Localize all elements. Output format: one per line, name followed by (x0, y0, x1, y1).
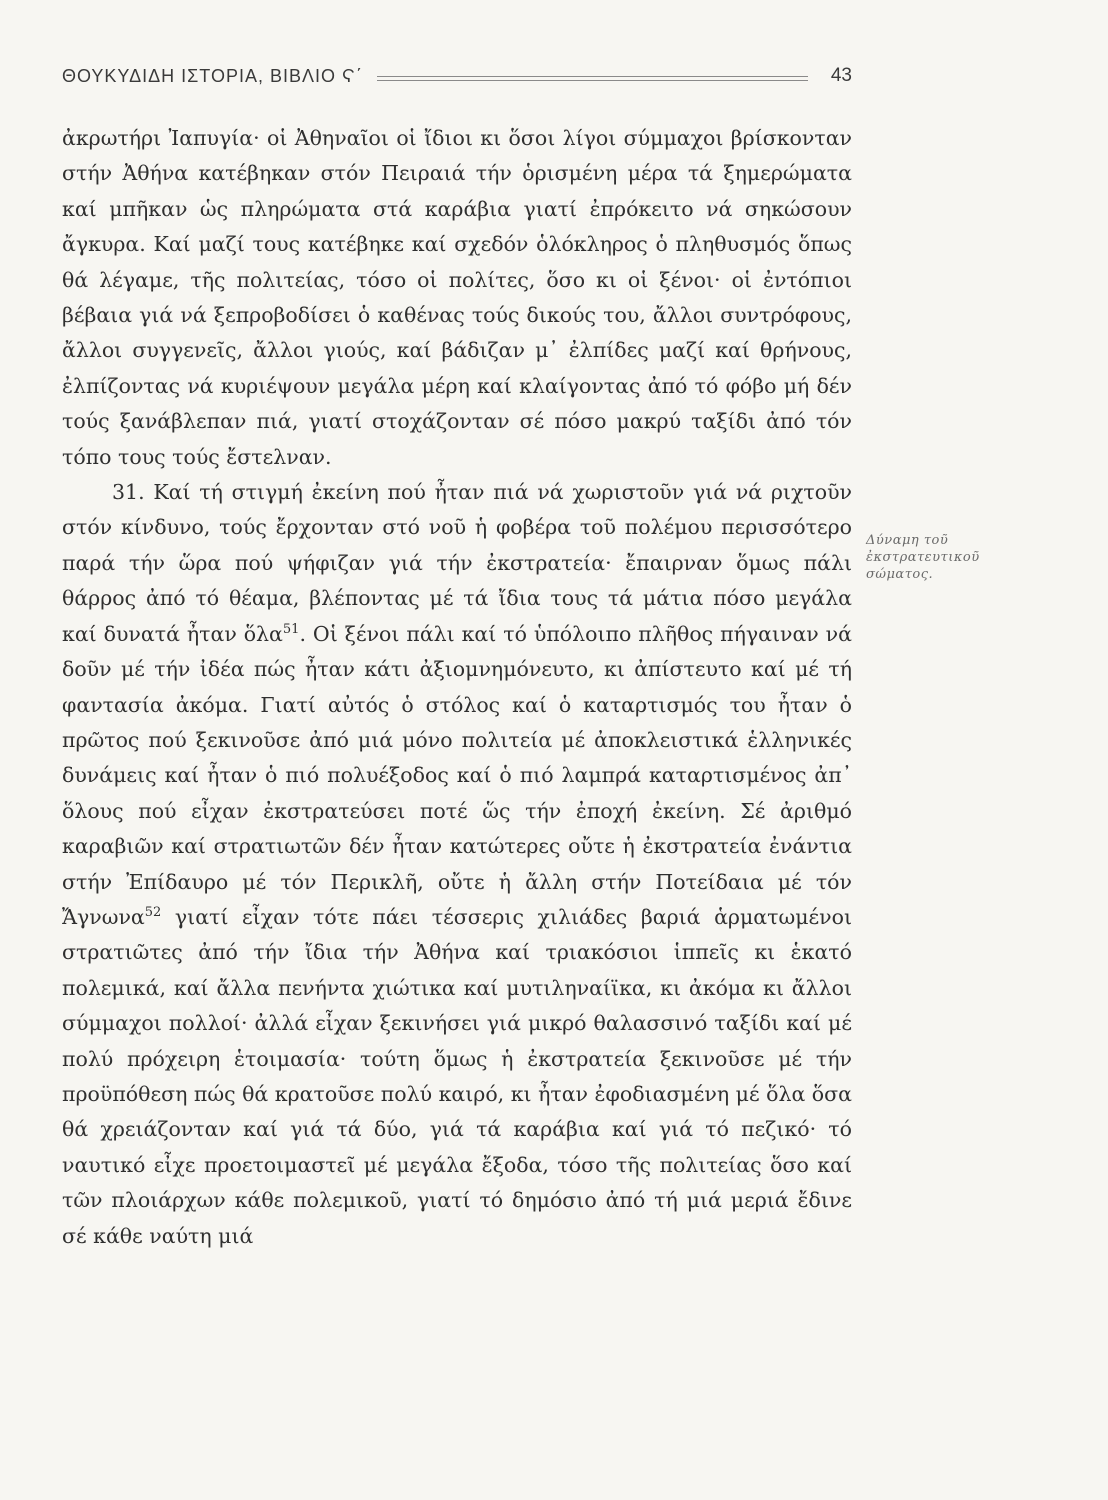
header-rule (377, 76, 808, 81)
paragraph: ἀκρωτήρι Ἰαπυγία· οἱ Ἀθηναῖοι οἱ ἴδιοι κι ὅσοι λίγοι σύμμαχοι βρίσκονταν στήν Ἀθήνα κατέβηκαν στόν Πειραιά τήν ὁρισμένη μέρα τά ξημερώματα καί μπῆκαν ὡς πληρώματα στά καράβια γιατί ἐπρόκειτο νά σηκώσουν ἄγκυρα. Καί μαζί τους κατέβηκε καί σχεδόν ὁλόκληρος ὁ πληθυσμός ὅπως θά λέγαμε, τῆς πολιτείας, τόσο οἱ πολίτες, ὅσο κι οἱ ξένοι· οἱ ἐντόπιοι βέβαια γιά νά ξεπροβοδίσει ὁ καθένας τούς δικούς του, ἄλλοι συντρόφους, ἄλλοι συγγενεῖς, ἄλλοι γιούς, καί βάδιζαν μ᾽ ἐλπίδες μαζί καί θρήνους, ἐλπίζοντας νά κυριέψουν μεγάλα μέρη καί κλαίγοντας ἀπό τό φόβο μή δέν τούς ξανάβλεπαν πιά, γιατί στοχάζονταν σέ πόσο μακρύ ταξίδι ἀπό τόν τόπο τους τούς ἔστελναν. (62, 126, 852, 469)
main-text (62, 121, 852, 1254)
footnote-reference: 51 (282, 621, 300, 637)
running-title: ΘΟΥΚΥΔΙΔΗ ΙΣΤΟΡΙΑ, ΒΙΒΛΙΟ Ϛ΄ (62, 65, 363, 86)
margin-note: Δύναμη τοῦ ἐκστρατευτικοῦ σώματος. (866, 533, 980, 582)
paragraph-text: 31. Καί τή στιγμή ἐκείνη πού ἦταν πιά νά χωριστοῦν γιά νά ριχτοῦν στόν κίνδυνο, τούς ἔρχονταν στό νοῦ ἡ φοβέρα τοῦ πολέμου περισσότερο παρά τήν ὥρα πού ψήφιζαν γιά τήν ἐκστρατεία· ἔπαιρναν ὅμως πάλι θάρρος ἀπό τό θέαμα, βλέποντας μέ τά ἴδια τους τά μάτια πόσο μεγάλα καί δυνατά ἦταν ὅλα (62, 480, 852, 646)
running-header (62, 62, 852, 90)
paragraph-text: . Οἱ ξένοι πάλι καί τό ὑπόλοιπο πλῆθος πήγαιναν νά δοῦν μέ τήν ἰδέα πώς ἦταν κάτι ἀξιομνημόνευτο, κι ἀπίστευτο καί μέ τή φαντασία ἀκόμα. Γιατί αὐτός ὁ στόλος καί ὁ καταρτισμός του ἦταν ὁ πρῶτος πού ξεκινοῦσε ἀπό μιά μόνο πολιτεία μέ ἀποκλειστικά ἑλληνικές δυνάμεις καί ἦταν ὁ πιό πολυέξοδος καί ὁ πιό λαμπρά καταρτισμένος ἀπ᾽ ὅλους πού εἶχαν ἐκστρατεύσει ποτέ ὥς τήν ἐποχή ἐκείνη. Σέ ἀριθμό καραβιῶν καί στρατιωτῶν δέν ἦταν κατώτερες οὔτε ἡ ἐκστρατεία ἐνάντια στήν Ἐπίδαυρο μέ τόν Περικλῆ, οὔτε ἡ ἄλλη στήν Ποτείδαια μέ τόν Ἄγνωνα (62, 621, 852, 929)
footnote-reference: 52 (144, 905, 162, 921)
page-number: 43 (830, 65, 852, 86)
paragraph-text: γιατί εἶχαν τότε πάει τέσσερις χιλιάδες βαριά ἁρματωμένοι στρατιῶτες ἀπό τήν ἴδια τήν Ἀθήνα καί τριακόσιοι ἱππεῖς κι ἑκατό πολεμικά, καί ἄλλα πενήντα χιώτικα καί μυτιληναίϊκα, κι ἀκόμα κι ἄλλοι σύμμαχοι πολλοί· ἀλλά εἶχαν ξεκινήσει γιά μικρό θαλασσινό ταξίδι καί μέ πολύ πρόχειρη ἑτοιμασία· τούτη ὅμως ἡ ἐκστρατεία ξεκινοῦσε μέ τήν προϋπόθεση πώς θά κρατοῦσε πολύ καιρό, κι ἦταν ἐφοδιασμένη μέ ὅλα ὅσα θά χρειάζονταν καί γιά τά δύο, γιά τά καράβια καί γιά τό πεζικό· τό ναυτικό εἶχε προετοιμαστεῖ μέ μεγάλα ἔξοδα, τόσο τῆς πολιτείας ὅσο καί τῶν πλοιάρχων κάθε πολεμικοῦ, γιατί τό δημόσιο ἀπό τή μιά μεριά ἔδινε σέ κάθε ναύτη μιά (62, 904, 852, 1248)
paragraph (62, 475, 852, 1254)
